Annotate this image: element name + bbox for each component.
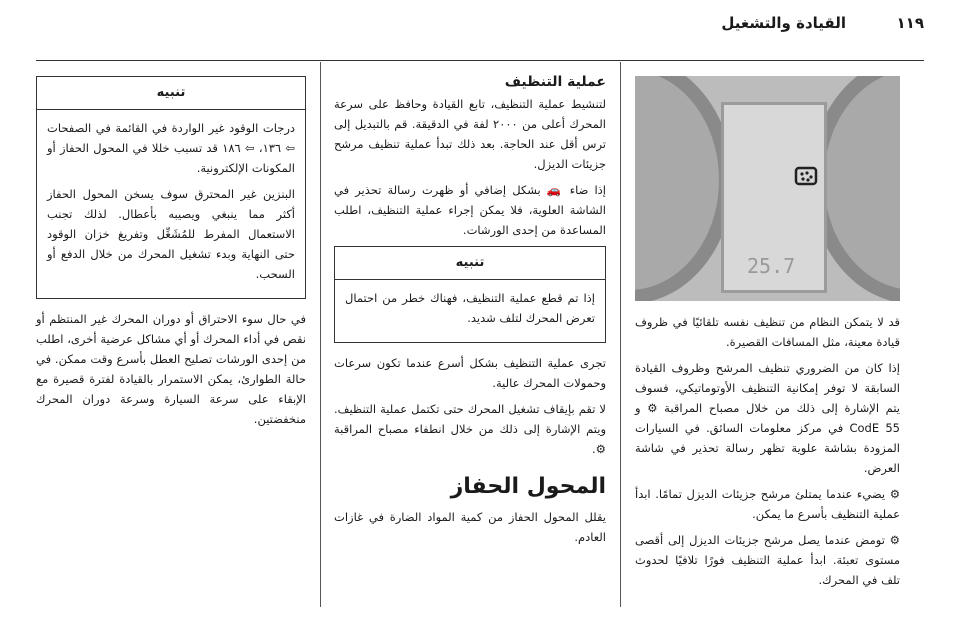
section-heading-large: المحول الحفاز [450,474,606,499]
paragraph: تجرى عملية التنظيف بشكل أسرع عندما تكون سرعات وحمولات المحرك عالية. [334,356,606,390]
chapter-title: القيادة والتشغيل [721,14,846,32]
caution-text: إذا تم قطع عملية التنظيف، فهناك خطر من احتمال تعرض المحرك لتلف شديد. [345,291,595,325]
caution-title: تنبيه [335,247,605,280]
header-divider [36,60,924,61]
dpf-warning-icon [793,164,819,194]
instrument-cluster-image [635,76,900,301]
left-gauge [635,76,733,301]
paragraph: لا تقم بإيقاف تشغيل المحرك حتى تكتمل عملية التنظيف. ويتم الإشارة إلى ذلك من خلال انطفاء مصباح المراقبة ⚙. [334,402,606,456]
caution-body [335,280,605,342]
caution-body [37,110,305,298]
paragraph: ⚙ يضيء عندما يمتلئ مرشح جزيئات الديزل تمامًا. ابدأ عملية التنظيف بأسرع ما يمكن. [635,487,900,521]
right-column [635,312,900,596]
page-number: ١١٩ [896,14,924,32]
paragraph: قد لا يتمكن النظام من تنظيف نفسه تلقائيًا في ظروف قيادة معينة، مثل المسافات القصيرة. [635,315,900,349]
left-column [36,76,306,435]
column-divider-left [320,62,321,607]
paragraph: ⚙ تومض عندما يصل مرشح جزيئات الديزل إلى أقصى مستوى تعبئة. ابدأ عملية التنظيف فورًا تلافيًا لحدوث تلف في المحرك. [635,533,900,587]
caution-title: تنبيه [37,77,305,110]
caution-text: درجات الوقود غير الواردة في القائمة في الصفحات ⇦ ١٣٦، ⇦ ١٨٦ قد تسبب خللا في المحول الحفاز أو المكونات الإلكترونية. [47,121,295,175]
display-digits: 25.7 [747,254,796,278]
caution-text: البنزين غير المحترق سوف يسخن المحول الحفاز أكثر مما ينبغي ويصيبه بأعطال. لذلك تجنب الاستعمال المفرط للمُشَغِّل وتفريغ خزان الوقود حتى النهاية وبدء تشغيل المحرك من خلال الدفع أو السحب. [47,187,295,281]
caution-box [36,76,306,299]
caution-box [334,246,606,343]
paragraph: إذا كان من الضروري تنظيف المرشح وظروف القيادة السابقة لا توفر إمكانية التنظيف الأوتوماتيكي، فسوف يتم الإشارة إلى ذلك من خلال مصباح المراقبة ⚙ و CodE 55 في مركز معلومات السائق. في السيارات المزودة بشاشة علوية تظهر رسالة تحذير في شاشة العرض. [635,361,901,475]
paragraph: إذا ضاء 🚗 بشكل إضافي أو ظهرت رسالة تحذير في الشاشة العلوية، فلا يمكن إجراء عملية التنظيف، اطلب المساعدة من إحدى الورشات. [334,183,606,237]
page-header [36,14,924,40]
section-heading: عملية التنظيف [504,74,606,90]
column-divider-right [620,62,621,607]
middle-column [334,72,606,553]
paragraph: في حال سوء الاحتراق أو دوران المحرك غير المنتظم أو نقص في أداء المحرك أو أي مشاكل عرضية أخرى، اطلب من إحدى الورشات تصليح العطل بأسرع وقت ممكن. في حالة الطوارئ، يمكن الاستمرار بالقيادة لفترة قصيرة مع الإبقاء على سرعة السيارة وسرعة دوران المحرك منخفضتين. [36,312,306,426]
paragraph: يقلل المحول الحفاز من كمية المواد الضارة في غازات العادم. [334,510,606,544]
paragraph: لتنشيط عملية التنظيف، تابع القيادة وحافظ على سرعة المحرك أعلى من ٢٠٠٠ لفة في الدقيقة. قم بالتبديل إلى ترس أقل عند الحاجة. بعد ذلك تبدأ عملية تنظيف مرشح جزيئات الديزل. [334,97,606,171]
